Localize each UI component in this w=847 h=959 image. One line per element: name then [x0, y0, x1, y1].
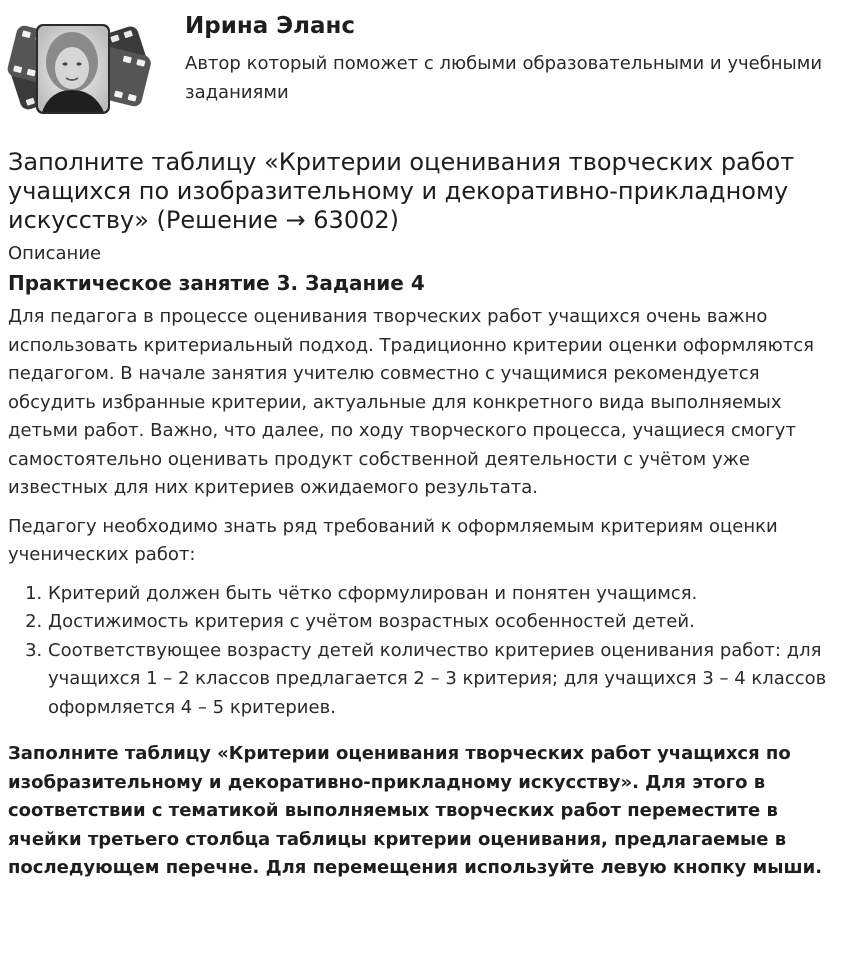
author-name[interactable]: Ирина Эланс [185, 13, 356, 39]
task-instructions: Заполните таблицу «Критерии оценивания творческих работ учащихся по изобразительному и декоративно-прикладному искусству». Для этого в соответствии с тематикой выполняемых творческих работ переместите в ячейки третьего столбца таблицы критерии оценивания, предлагаемые в последующем перечне. Для перемещения используйте левую кнопку мыши. [8, 743, 823, 878]
requirement-item: 2. Достижимость критерия с учётом возрастных особенностей детей. [48, 608, 838, 637]
author-description: Автор который поможет с любыми образовательными и учебными заданиями [185, 53, 823, 103]
page-title: Заполните таблицу «Критерии оценивания творческих работ учащихся по изобразительному и декоративно-прикладному искусству» (Решение → 63002) [8, 148, 795, 234]
author-header [0, 0, 847, 135]
requirements-intro-paragraph: Педагогу необходимо знать ряд требований к оформляемым критериям оценки ученических работ: [8, 515, 778, 565]
author-avatar[interactable] [6, 6, 152, 128]
practice-subtitle: Практическое занятие 3. Задание 4 [8, 271, 425, 295]
film-strip-photo-frame-icon [6, 6, 152, 128]
task-content [8, 148, 838, 883]
requirement-item: 1. Критерий должен быть чётко сформулирован и понятен учащимся. [48, 580, 838, 609]
requirements-list [8, 580, 838, 723]
intro-paragraph: Для педагога в процессе оценивания творческих работ учащихся очень важно использовать критериальный подход. Традиционно критерии оценки оформляются педагогом. В начале занятия учителю совместно с учащимися рекомендуется обсудить избранные критерии, актуальные для конкретного вида выполняемых детьми работ. Важно, что далее, по ходу творческого процесса, учащиеся смогут самостоятельно оценивать продукт собственной деятельности с учётом уже известных для них критериев ожидаемого результата. [8, 306, 814, 498]
description-label: Описание [8, 243, 102, 264]
requirement-item: 3. Соответствующее возрасту детей количество критериев оценивания работ: для учащихся 1 – 2 классов предлагается 2 – 3 критерия; для учащихся 3 – 4 классов оформляется 4 – 5 критериев. [48, 637, 838, 723]
